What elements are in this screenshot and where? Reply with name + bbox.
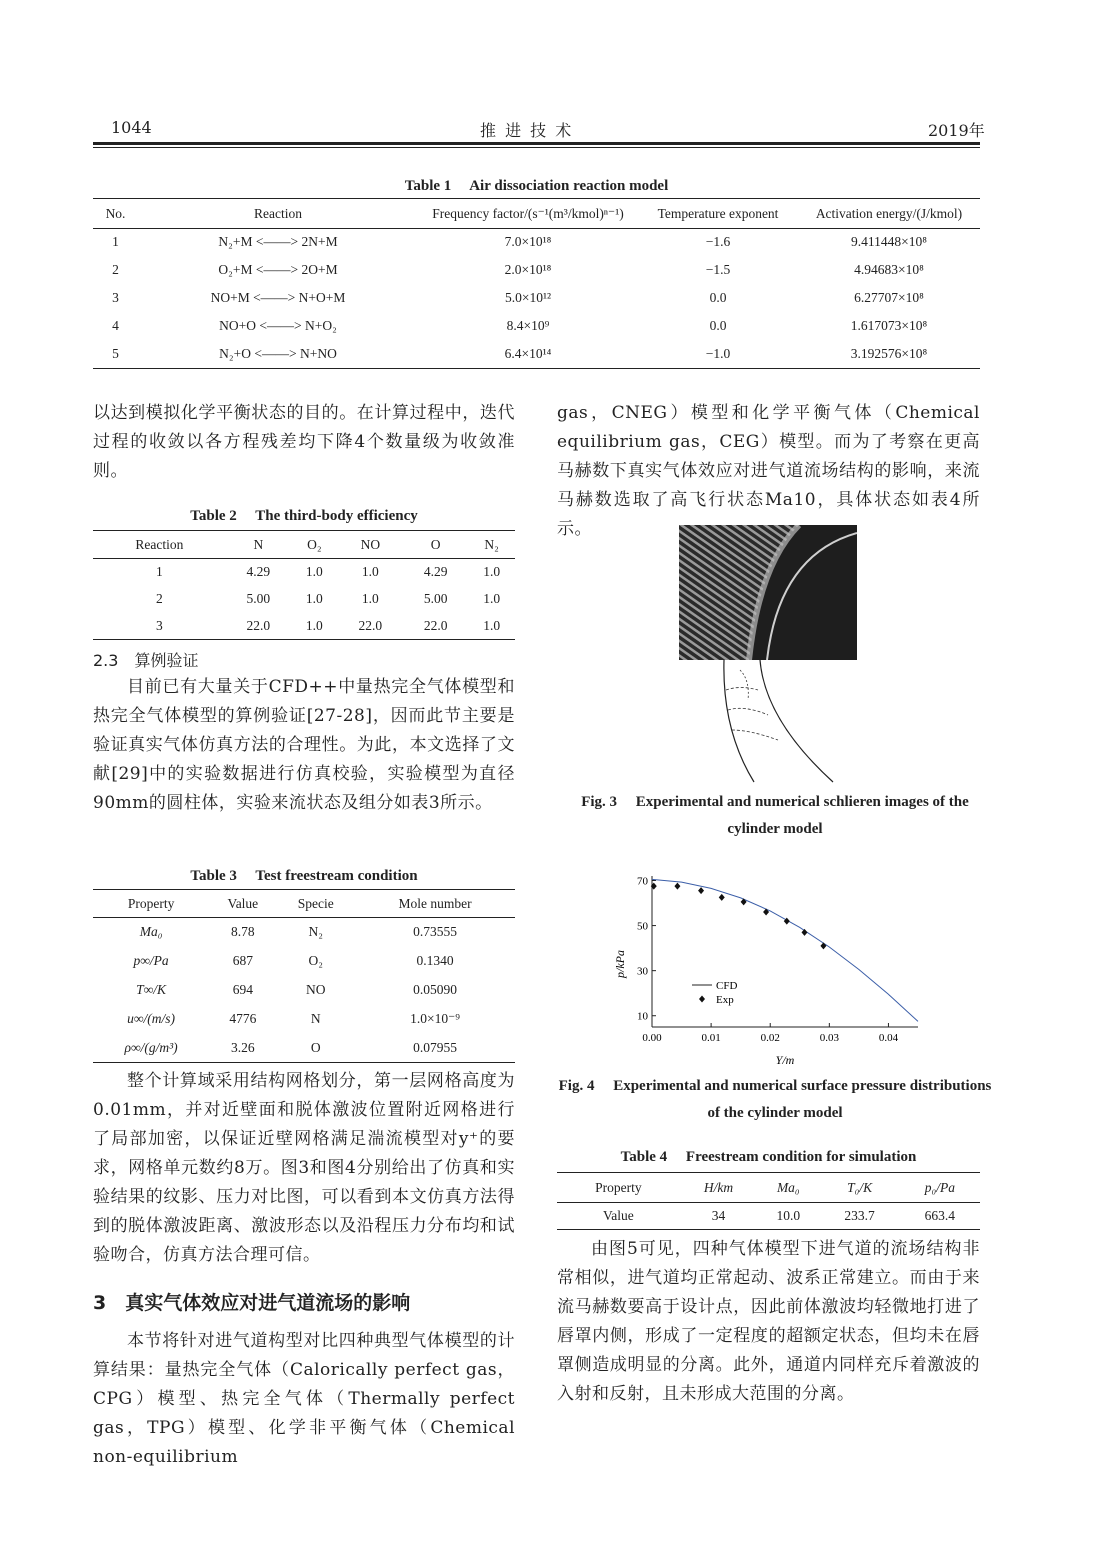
table-cell: 2.0×10¹⁸ xyxy=(504,262,552,277)
table-cell: NO+O <——> N+O₂ xyxy=(219,318,337,333)
table-cell: 1.0 xyxy=(361,564,379,580)
table-cell: 7.0×10¹⁸ xyxy=(504,234,552,250)
table-cell: 0.73555 xyxy=(413,924,457,940)
legend-exp-swatch xyxy=(699,996,705,1003)
table3-header: Property xyxy=(127,895,175,911)
table4-caption: Table 4 Freestream condition for simulation xyxy=(620,1149,917,1165)
body-paragraph: 本节将针对进气道构型对比四种典型气体模型的计算结果：量热完全气体（Calorically perfect gas，CPG）模型、热完全气体（Thermally perfect gas，TPG）模型、化学非平衡气体（Chemical non-equilibrium xyxy=(93,1331,515,1467)
table-cell: 1.0 xyxy=(483,617,501,633)
table-cell: 22.0 xyxy=(358,617,383,633)
table-cell: 1 xyxy=(155,564,163,580)
table-cell: 1.0 xyxy=(305,564,323,580)
table-cell: 1.617073×10⁸ xyxy=(850,318,928,333)
table-cell: 694 xyxy=(232,982,253,997)
table-row xyxy=(93,228,980,256)
table-cell: Ma₀ xyxy=(139,924,163,940)
table-cell: 0.1340 xyxy=(416,953,454,968)
cfd-line xyxy=(652,879,918,1021)
table-cell: p∞/Pa xyxy=(133,953,169,968)
table1-header: Reaction xyxy=(254,205,302,221)
schlieren-image xyxy=(679,525,857,660)
table-row xyxy=(557,1203,980,1230)
table-cell: N₂+O <——> N+NO xyxy=(219,345,337,361)
table-cell: Value xyxy=(603,1208,634,1223)
table-cell: 3 xyxy=(155,617,163,633)
table4-header: Ma₀ xyxy=(776,1179,800,1195)
table4-header: T₀/K xyxy=(847,1179,873,1195)
table-cell: 8.78 xyxy=(231,924,255,940)
table-cell: 9.411448×10⁸ xyxy=(851,234,927,250)
table1-header: Activation energy/(J/kmol) xyxy=(815,205,963,221)
table2-header: NO xyxy=(360,536,381,552)
legend-label: Exp xyxy=(716,994,734,1006)
table-row xyxy=(93,340,980,368)
table3-header: Mole number xyxy=(398,895,472,911)
table4 xyxy=(557,1172,980,1230)
table-row xyxy=(93,312,980,340)
table-cell: 8.4×10⁹ xyxy=(506,318,550,333)
table-cell: 687 xyxy=(232,953,253,968)
header-rule xyxy=(93,142,980,145)
table-cell: 34 xyxy=(711,1208,726,1223)
table-cell: −1.6 xyxy=(705,234,731,250)
table-cell: 1.0 xyxy=(483,591,501,606)
x-tick-label: 0.04 xyxy=(878,1032,899,1044)
section-heading: 2.3 算例验证 xyxy=(93,651,199,670)
y-tick-label: 50 xyxy=(637,920,648,933)
table1-header: Temperature exponent xyxy=(657,205,779,221)
chart-series xyxy=(651,879,918,1021)
table-cell: 2 xyxy=(155,591,163,606)
fig4-caption: Fig. 4 Experimental and numerical surface pressure distributions of the cylinder model xyxy=(558,1078,992,1121)
table-cell: 0.07955 xyxy=(413,1039,457,1055)
y-tick-label: 10 xyxy=(637,1010,648,1023)
x-axis-label: Y/m xyxy=(775,1053,795,1067)
x-tick-label: 0.02 xyxy=(760,1032,780,1044)
table1-caption: Table 1 Air dissociation reaction model xyxy=(404,178,669,194)
exp-point xyxy=(719,894,725,901)
body-paragraph: 整个计算域采用结构网格划分，第一层网格高度为0.01mm，并对近壁面和脱体激波位置附近网格进行了局部加密，以保证近壁网格满足湍流模型对y⁺的要求，网格单元数约8万。图3和图4分别给出了仿真和实验结果的纹影、压力对比图，可以看到本文仿真方法得到的脱体激波距离、激波形态以及沿程压力分布均和试验吻合，仿真方法合理可信。 xyxy=(93,1071,515,1265)
table-cell: 0.0 xyxy=(709,318,727,333)
numerical-schlieren-lines xyxy=(720,660,840,785)
fig3-caption: Fig. 3 Experimental and numerical schlieren images of the cylinder model xyxy=(581,794,969,837)
table1-header: Frequency factor/(s⁻¹(m³/kmol)ⁿ⁻¹) xyxy=(432,205,624,221)
table2 xyxy=(93,530,515,640)
table-cell: 2 xyxy=(112,262,119,277)
table-row xyxy=(93,613,515,640)
table1-top-rule xyxy=(93,198,980,199)
body-paragraph: 由图5可见，四种气体模型下进气道的流场结构非常相似，进气道均正常起动、波系正常建立。而由于来流马赫数要高于设计点，因此前体激波均轻微地打进了唇罩内侧，形成了一定程度的超额定状态，但均未在唇罩侧造成明显的分离。此外，通道内同样充斥着激波的入射和反射，且未形成大范围的分离。 xyxy=(557,1239,980,1404)
table-cell: 4.29 xyxy=(423,564,448,580)
exp-point xyxy=(741,898,747,905)
table-row xyxy=(93,947,515,976)
legend-label: CFD xyxy=(716,980,738,992)
table-cell: −1.5 xyxy=(705,262,731,277)
table-cell: u∞/(m/s) xyxy=(127,1011,176,1026)
table-cell: 1 xyxy=(112,234,119,250)
table-cell: O₂ xyxy=(308,953,323,968)
table-cell: 3.192576×10⁸ xyxy=(850,345,928,361)
journal-name: 推 进 技 术 xyxy=(480,121,574,140)
table-cell: 0.05090 xyxy=(413,982,457,997)
exp-point xyxy=(820,942,826,949)
table2-header: N₂ xyxy=(484,536,499,552)
table4-header: H/km xyxy=(703,1179,734,1195)
table-cell: 3.26 xyxy=(231,1039,255,1055)
table2-header: Reaction xyxy=(135,536,184,552)
table-row xyxy=(93,256,980,284)
x-tick-label: 0.03 xyxy=(819,1032,839,1044)
body-paragraph: 目前已有大量关于CFD++中量热完全气体模型和热完全气体模型的算例验证[27-28]，因而此节主要是验证真实气体仿真方法的合理性。为此，本文选择了文献[29]中的实验数据进行仿真校验，实验模型为直径90mm的圆柱体，实验来流状态及组分如表3所示。 xyxy=(93,677,515,813)
exp-point xyxy=(802,929,808,936)
table-cell: N₂ xyxy=(308,924,323,940)
table-cell: 22.0 xyxy=(246,617,271,633)
table-cell: −1.0 xyxy=(705,345,731,361)
table-cell: 6.4×10¹⁴ xyxy=(504,345,552,361)
section-heading: 3 真实气体效应对进气道流场的影响 xyxy=(93,1292,411,1314)
table-row xyxy=(93,586,515,613)
table-row xyxy=(93,559,515,586)
table-row xyxy=(93,284,980,312)
table-cell: 1.0 xyxy=(361,591,379,606)
table-cell: O₂+M <——> 2O+M xyxy=(218,262,338,277)
table-cell: T∞/K xyxy=(136,982,167,997)
page-number: 1044 xyxy=(111,118,152,137)
chart-axes xyxy=(637,876,918,1044)
table-cell: 5 xyxy=(112,345,119,361)
table-cell: 4.29 xyxy=(246,564,271,580)
table-cell: 1.0 xyxy=(483,564,501,580)
table-cell: O xyxy=(310,1039,321,1055)
y-tick-label: 70 xyxy=(637,875,648,888)
table-cell: 233.7 xyxy=(844,1208,875,1223)
table-cell: 4 xyxy=(112,318,119,333)
header-rule-thin xyxy=(93,147,980,148)
table-row xyxy=(93,1034,515,1063)
table-cell: 5.00 xyxy=(246,591,271,606)
table3-header: Specie xyxy=(297,895,334,911)
y-axis-label: p/kPa xyxy=(613,950,627,978)
table-cell: N xyxy=(310,1011,321,1026)
body-paragraph: 以达到模拟化学平衡状态的目的。在计算过程中，迭代过程的收敛以各方程残差均下降4个数量级为收敛准则。 xyxy=(93,403,515,481)
table-cell: 4.94683×10⁸ xyxy=(854,262,924,277)
table-cell: 3 xyxy=(112,290,119,305)
table1-header: No. xyxy=(105,205,126,221)
table2-caption: Table 2 The third-body efficiency xyxy=(190,508,418,524)
table-cell: 5.0×10¹² xyxy=(504,290,552,305)
table2-header: O₂ xyxy=(307,536,322,552)
table-cell: NO+M <——> N+O+M xyxy=(210,290,346,305)
table-row xyxy=(93,918,515,947)
table-cell: NO xyxy=(306,982,326,997)
body-paragraph: gas，CNEG）模型和化学平衡气体（Chemical equilibrium gas，CEG）模型。而为了考察在更高马赫数下真实气体效应对进气道流场结构的影响，来流马赫数选取了高飞行状态Ma10，具体状态如表4所示。 xyxy=(557,403,980,539)
table-cell: 1.0 xyxy=(305,591,323,606)
table-cell: 4776 xyxy=(229,1011,257,1026)
pressure-chart xyxy=(600,864,940,1069)
table3-caption: Table 3 Test freestream condition xyxy=(190,868,418,884)
table2-header: N xyxy=(253,536,264,552)
exp-point xyxy=(698,887,704,894)
x-tick-label: 0.01 xyxy=(701,1032,721,1044)
x-tick-label: 0.00 xyxy=(642,1032,662,1044)
table4-header: Property xyxy=(595,1179,642,1195)
y-tick-label: 30 xyxy=(637,965,648,978)
table-cell: 1.0 xyxy=(305,617,323,633)
table-cell: ρ∞/(g/m³) xyxy=(124,1039,178,1055)
table3 xyxy=(93,889,515,1063)
table-cell: 663.4 xyxy=(924,1208,956,1223)
exp-point xyxy=(674,883,680,890)
table-cell: N₂+M <——> 2N+M xyxy=(218,234,338,250)
table-cell: 1.0×10⁻⁹ xyxy=(410,1011,460,1026)
table-row xyxy=(93,976,515,1005)
table2-header: O xyxy=(430,536,441,552)
table-cell: 6.27707×10⁸ xyxy=(854,290,924,305)
year: 2019年 xyxy=(928,121,985,140)
table-cell: 5.00 xyxy=(423,591,448,606)
table-row xyxy=(93,1005,515,1034)
table-cell: 10.0 xyxy=(776,1208,801,1223)
table-cell: 22.0 xyxy=(423,617,448,633)
table3-header: Value xyxy=(227,895,259,911)
table4-header: p₀/Pa xyxy=(924,1179,955,1195)
table1 xyxy=(93,200,980,369)
table-cell: 0.0 xyxy=(709,290,727,305)
